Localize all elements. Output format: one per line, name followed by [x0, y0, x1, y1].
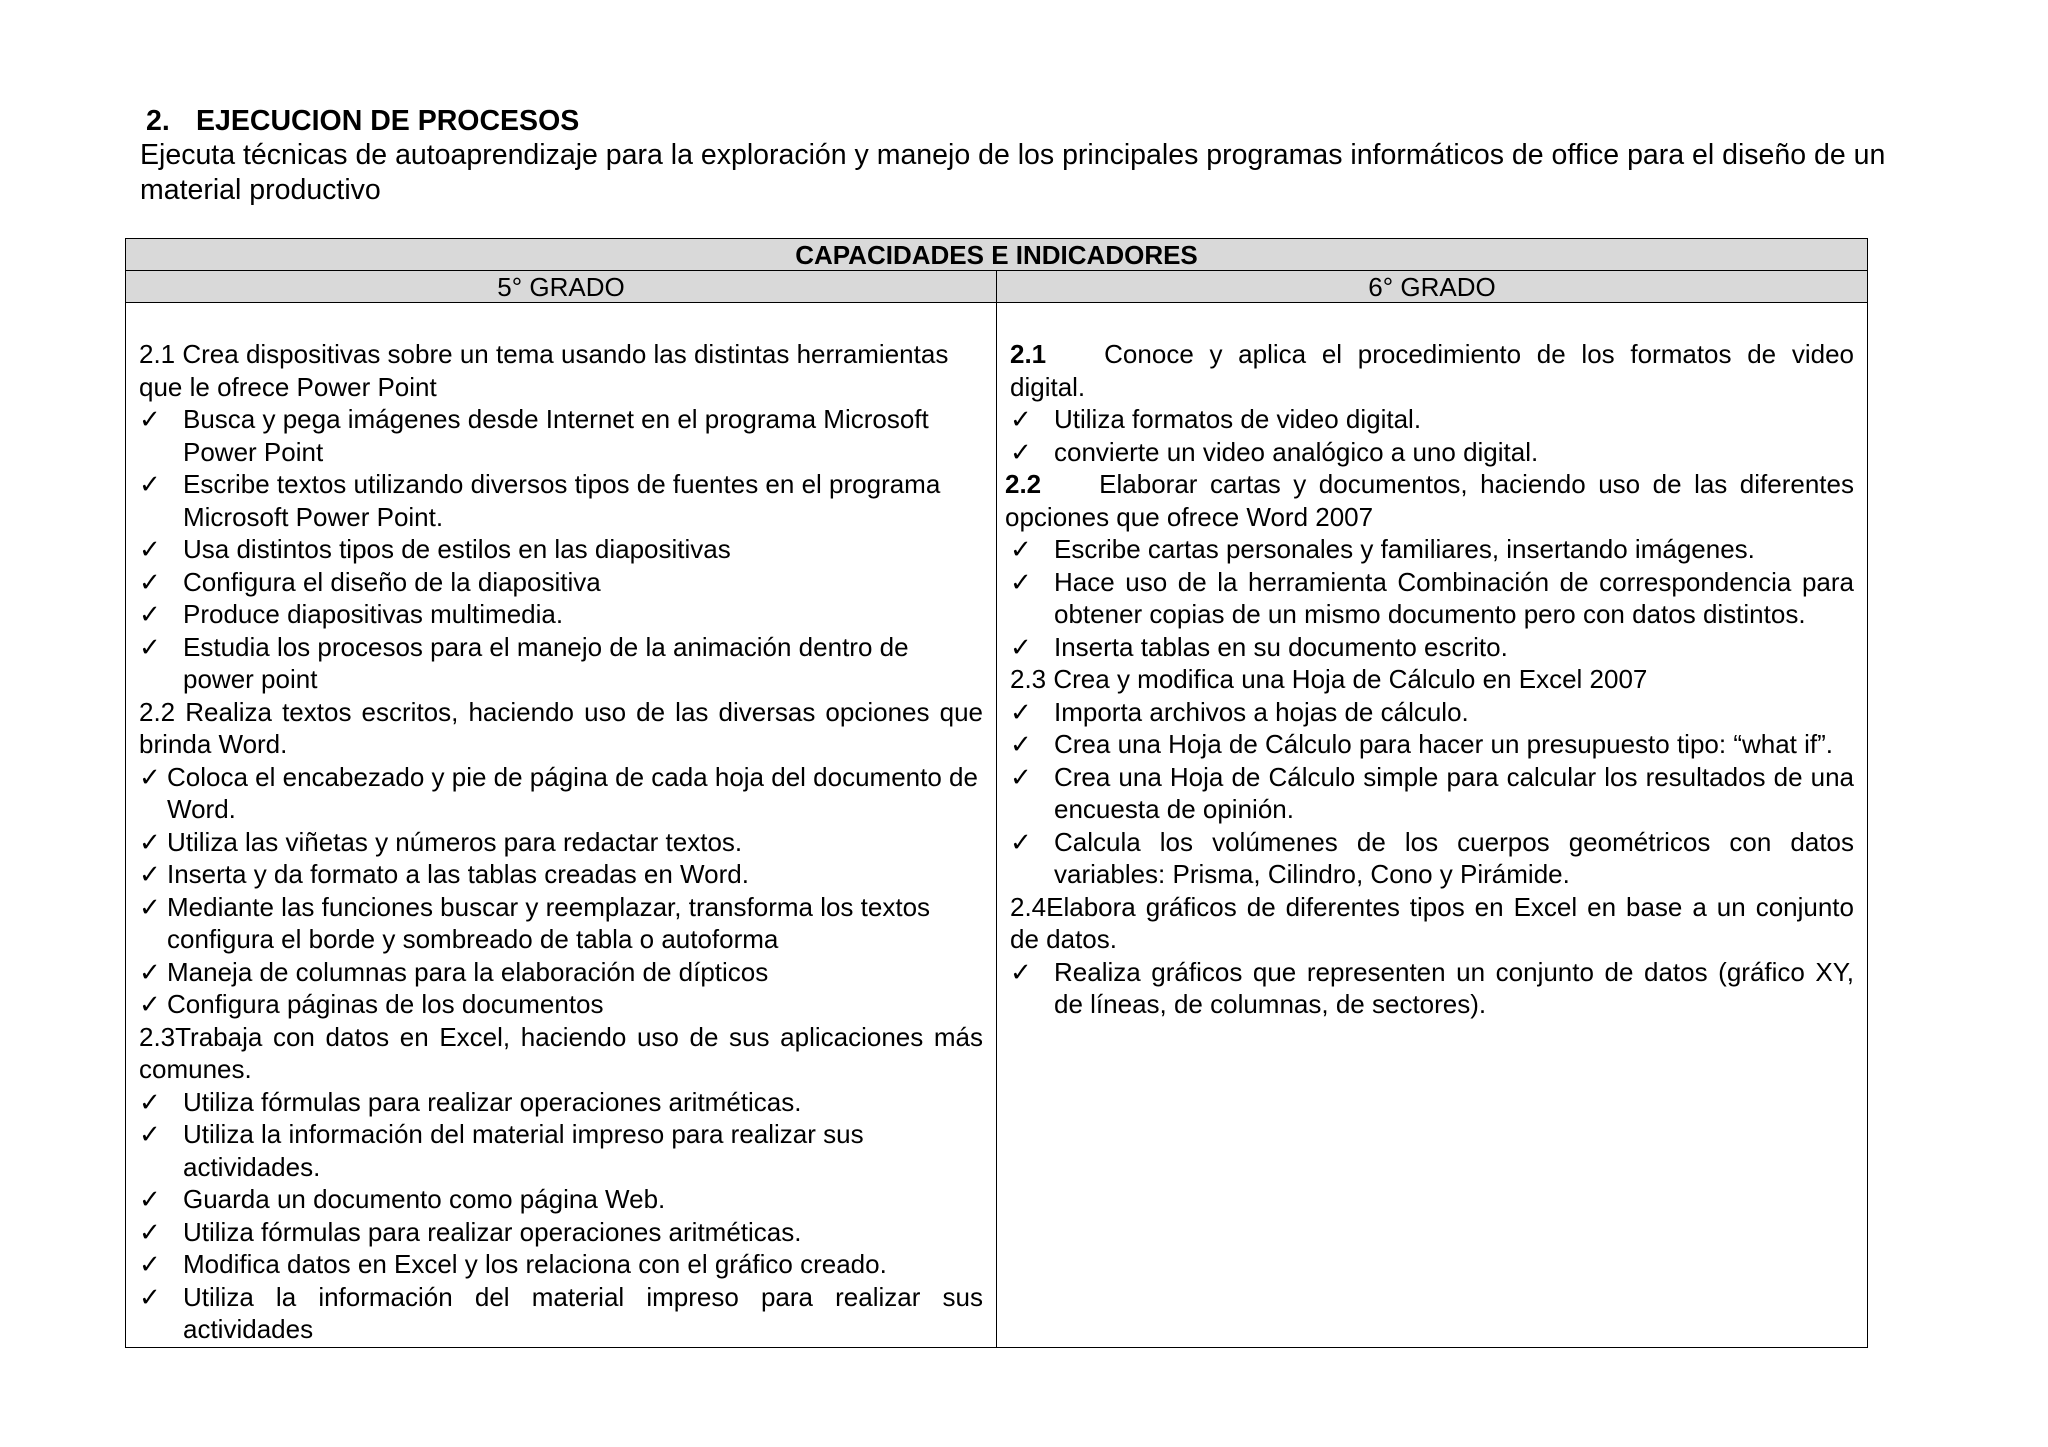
- list-item: ✓ Crea una Hoja de Cálculo simple para calcular los resultados de una encuesta de opinión.: [1010, 761, 1854, 824]
- grade6-list-2-1: [1010, 403, 1854, 468]
- checkmark-icon: ✓: [139, 534, 161, 564]
- grade5-capacity-2-3: 2.3Trabaja con datos en Excel, haciendo uso de sus aplicaciones más comunes.: [139, 1021, 983, 1084]
- table-title: CAPACIDADES E INDICADORES: [126, 239, 1868, 271]
- list-item: ✓ Calcula los volúmenes de los cuerpos geométricos con datos variables: Prisma, Cilindro, Cono y Pirámide.: [1010, 826, 1854, 889]
- list-item: ✓ Hace uso de la herramienta Combinación de correspondencia para obtener copias de un mismo documento pero con datos distintos.: [1010, 566, 1854, 629]
- list-item: ✓ Modifica datos en Excel y los relaciona con el gráfico creado.: [139, 1249, 887, 1279]
- grade-5-header: 5° GRADO: [126, 271, 997, 303]
- grade6-list-2-4: [1010, 956, 1854, 1021]
- list-item: ✓ Produce diapositivas multimedia.: [139, 599, 564, 629]
- checkmark-icon: ✓: [139, 859, 161, 889]
- checkmark-icon: ✓: [1010, 761, 1032, 792]
- checkmark-icon: ✓: [1010, 631, 1032, 662]
- list-item: ✓ Busca y pega imágenes desde Internet en el programa Microsoft Power Point: [139, 404, 929, 467]
- list-item: ✓ Inserta y da formato a las tablas creadas en Word.: [139, 859, 749, 889]
- grade-6-header: 6° GRADO: [997, 271, 1868, 303]
- checkmark-icon: ✓: [139, 566, 161, 597]
- grade6-list-2-2: [1010, 533, 1854, 663]
- checkmark-icon: ✓: [139, 599, 161, 629]
- list-item: ✓ Escribe cartas personales y familiares, insertando imágenes.: [1010, 534, 1755, 564]
- checkmark-icon: ✓: [139, 761, 161, 792]
- list-item: ✓ Inserta tablas en su documento escrito.: [1010, 631, 1508, 662]
- list-item: ✓ Escribe textos utilizando diversos tipos de fuentes en el programa Microsoft Power Point.: [139, 469, 941, 532]
- checkmark-icon: ✓: [139, 891, 161, 922]
- checkmark-icon: ✓: [139, 1086, 161, 1117]
- checkmark-icon: ✓: [139, 631, 161, 662]
- list-item: ✓ Maneja de columnas para la elaboración de dípticos: [139, 956, 769, 987]
- list-item: ✓ Utiliza la información del material impreso para realizar sus actividades.: [139, 1119, 864, 1182]
- grade-6-column: [997, 303, 1868, 1348]
- checkmark-icon: ✓: [139, 989, 161, 1019]
- list-item: ✓ Coloca el encabezado y pie de página de cada hoja del documento de Word.: [139, 761, 978, 824]
- capacities-table: [125, 238, 1868, 1348]
- grade6-list-2-3: [1010, 696, 1854, 891]
- grade5-list-2-1: [139, 403, 983, 696]
- checkmark-icon: ✓: [1010, 826, 1032, 857]
- grade6-capacity-2-1: 2.1 Conoce y aplica el procedimiento de los formatos de video digital.: [1010, 339, 1854, 402]
- list-item: ✓ Utiliza formatos de video digital.: [1010, 404, 1422, 434]
- list-item: ✓ Realiza gráficos que representen un conjunto de datos (gráfico XY, de líneas, de columnas, de sectores).: [1010, 956, 1854, 1019]
- checkmark-icon: ✓: [139, 1216, 161, 1247]
- list-item: ✓ Configura el diseño de la diapositiva: [139, 566, 601, 597]
- section-number: 2.: [146, 105, 170, 137]
- list-item: ✓ convierte un video analógico a uno digital.: [1010, 436, 1539, 467]
- checkmark-icon: ✓: [1010, 696, 1032, 727]
- checkmark-icon: ✓: [1010, 404, 1032, 434]
- checkmark-icon: ✓: [1010, 566, 1032, 597]
- checkmark-icon: ✓: [139, 469, 161, 499]
- checkmark-icon: ✓: [139, 1184, 161, 1214]
- checkmark-icon: ✓: [1010, 729, 1032, 759]
- checkmark-icon: ✓: [1010, 436, 1032, 467]
- list-item: ✓ Utiliza fórmulas para realizar operaciones aritméticas.: [139, 1216, 802, 1247]
- grade5-list-2-3: [139, 1086, 983, 1346]
- checkmark-icon: ✓: [1010, 956, 1032, 987]
- checkmark-icon: ✓: [139, 1281, 161, 1312]
- capacity-number: 2.2: [1005, 469, 1042, 499]
- list-item: ✓ Utiliza las viñetas y números para redactar textos.: [139, 826, 743, 857]
- checkmark-icon: ✓: [139, 826, 161, 857]
- list-item: ✓ Utiliza la información del material impreso para realizar sus actividades: [139, 1281, 983, 1344]
- grade6-capacity-2-4: 2.4Elabora gráficos de diferentes tipos en Excel en base a un conjunto de datos.: [1010, 891, 1854, 954]
- list-item: ✓ Estudia los procesos para el manejo de la animación dentro de power point: [139, 631, 909, 694]
- checkmark-icon: ✓: [1010, 534, 1032, 564]
- checkmark-icon: ✓: [139, 404, 161, 434]
- grade5-list-2-2: [139, 761, 983, 1021]
- section-heading: [146, 103, 579, 139]
- grade5-capacity-2-2: 2.2 Realiza textos escritos, haciendo uso de las diversas opciones que brinda Word.: [139, 696, 983, 759]
- grade6-capacity-2-3: 2.3 Crea y modifica una Hoja de Cálculo en Excel 2007: [1010, 664, 1648, 694]
- list-item: ✓ Utiliza fórmulas para realizar operaciones aritméticas.: [139, 1086, 802, 1117]
- grade-5-column: [126, 303, 997, 1348]
- list-item: ✓ Mediante las funciones buscar y reemplazar, transforma los textos configura el borde y sombreado de tabla o autoforma: [139, 891, 931, 954]
- checkmark-icon: ✓: [139, 1119, 161, 1149]
- capacity-number: 2.1: [1010, 339, 1047, 369]
- list-item: ✓ Usa distintos tipos de estilos en las diapositivas: [139, 534, 731, 564]
- section-intro: Ejecuta técnicas de autoaprendizaje para la exploración y manejo de los principales programas informáticos de office para el diseño de un material productivo: [140, 139, 1886, 206]
- checkmark-icon: ✓: [139, 956, 161, 987]
- list-item: ✓ Configura páginas de los documentos: [139, 989, 604, 1019]
- grade5-capacity-2-1: 2.1 Crea dispositivas sobre un tema usando las distintas herramientas que le ofrece Power Point: [139, 339, 949, 402]
- list-item: ✓ Crea una Hoja de Cálculo para hacer un presupuesto tipo: “what if”.: [1010, 729, 1833, 759]
- list-item: ✓ Importa archivos a hojas de cálculo.: [1010, 696, 1469, 727]
- checkmark-icon: ✓: [139, 1249, 161, 1279]
- list-item: ✓ Guarda un documento como página Web.: [139, 1184, 666, 1214]
- grade6-capacity-2-2: 2.2 Elaborar cartas y documentos, haciendo uso de las diferentes opciones que ofrece Word 2007: [1005, 469, 1854, 532]
- section-title: EJECUCION DE PROCESOS: [196, 105, 580, 137]
